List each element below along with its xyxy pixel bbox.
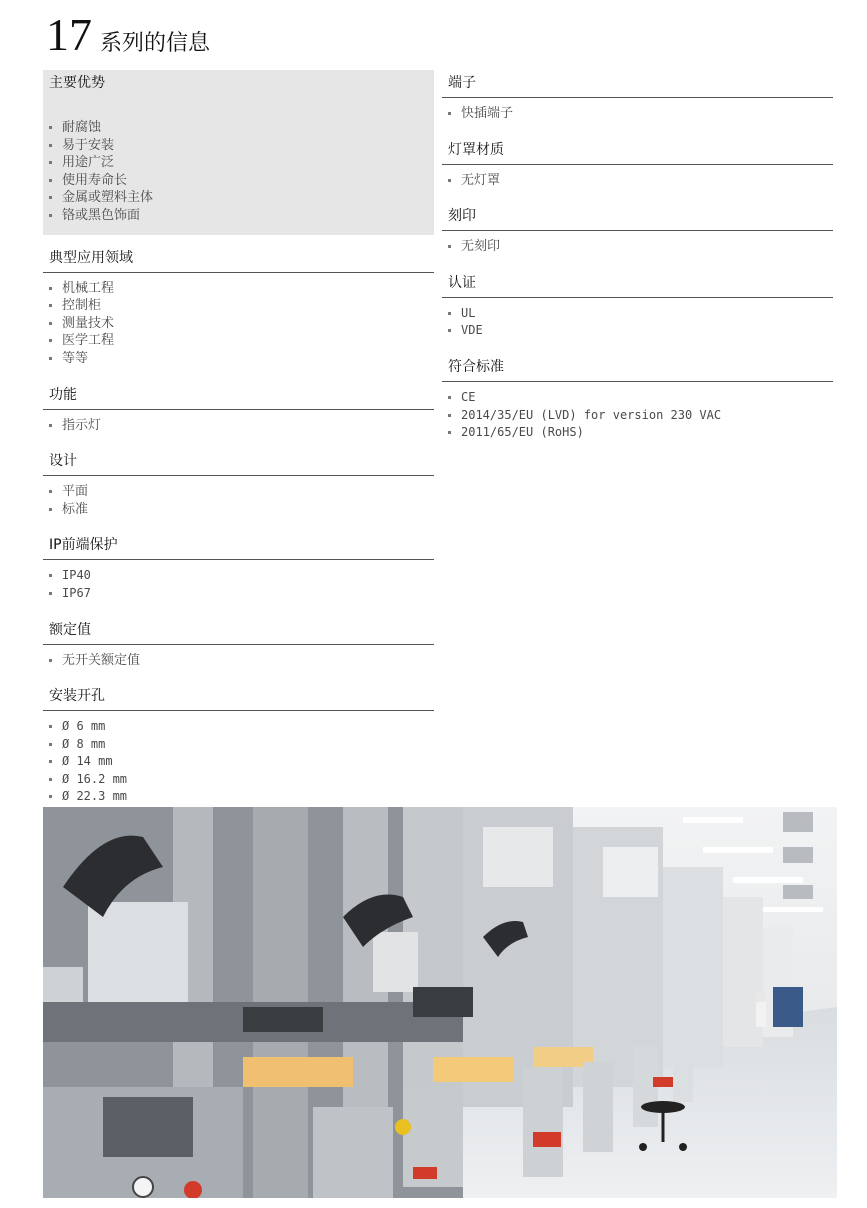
production-line-photo: [43, 807, 837, 1198]
bullet-icon: [448, 396, 451, 399]
right-column-section-3: [442, 270, 833, 340]
bullet-icon: [49, 214, 52, 217]
list-item-text: 控制柜: [62, 298, 102, 314]
bullet-icon: [49, 304, 52, 307]
bullet-icon: [448, 179, 451, 182]
section-title: 符合标准: [442, 354, 833, 382]
bullet-icon: [49, 126, 52, 129]
list-item-text: UL: [461, 305, 476, 320]
list-item: [49, 154, 434, 172]
list-item: [49, 417, 434, 435]
list-item: [448, 322, 833, 340]
section-title: 额定值: [43, 617, 434, 645]
list-item: [49, 207, 434, 225]
bullet-icon: [49, 725, 52, 728]
list-item: [49, 736, 434, 754]
list-item-text: 耐腐蚀: [62, 120, 102, 135]
bullet-icon: [49, 743, 52, 746]
list-item: [448, 407, 833, 425]
list-item: [448, 172, 833, 190]
list-item-text: IP40: [62, 568, 91, 583]
section-title: 灯罩材质: [442, 137, 833, 165]
list-item-text: 医学工程: [62, 333, 115, 349]
spacer: [442, 340, 833, 354]
section-list: [43, 410, 434, 435]
list-item-text: Ø 22.3 mm: [62, 789, 128, 804]
list-item-text: 2011/65/EU (RoHS): [461, 425, 584, 440]
factory-illustration: [43, 807, 837, 1198]
section-title: 端子: [442, 70, 833, 98]
list-item-text: 标准: [62, 501, 89, 517]
list-item: [49, 137, 434, 155]
spacer: [442, 123, 833, 137]
section-list: [442, 231, 833, 256]
series-number: 17: [46, 9, 92, 60]
right-column-section-0: [442, 70, 833, 123]
bullet-icon: [49, 574, 52, 577]
list-item-text: 金属或塑料主体: [62, 190, 154, 206]
list-item: [49, 585, 434, 603]
list-item-text: CE: [461, 389, 476, 404]
right-column-section-2: [442, 203, 833, 256]
section-list: [43, 711, 434, 806]
list-item: [49, 315, 434, 333]
list-item-text: 平面: [62, 484, 89, 500]
list-item-text: 2014/35/EU (LVD) for version 230 VAC: [461, 407, 722, 422]
list-item: [448, 238, 833, 256]
bullet-icon: [49, 179, 52, 182]
left-column: [43, 70, 434, 820]
list-item: [448, 389, 833, 407]
left-column-section-2: [43, 382, 434, 435]
left-column-section-1: [43, 245, 434, 368]
list-item: [49, 718, 434, 736]
list-item-text: 用途广泛: [62, 155, 115, 171]
section-list: [43, 645, 434, 670]
section-title: 设计: [43, 448, 434, 476]
bullet-icon: [49, 196, 52, 199]
bullet-icon: [49, 778, 52, 781]
list-item: [49, 788, 434, 806]
bullet-icon: [448, 112, 451, 115]
list-item-text: 指示灯: [62, 417, 102, 433]
bullet-icon: [49, 424, 52, 427]
section-title: 安装开孔: [43, 683, 434, 711]
bullet-icon: [448, 414, 451, 417]
spacer: [442, 256, 833, 270]
list-item: [49, 501, 434, 519]
section-list: [442, 298, 833, 340]
section-list: [43, 476, 434, 518]
list-item-text: 等等: [62, 350, 89, 366]
list-item: [49, 280, 434, 298]
bullet-icon: [49, 161, 52, 164]
section-title: 功能: [43, 382, 434, 410]
bullet-icon: [49, 659, 52, 662]
bullet-icon: [49, 339, 52, 342]
spacer: [43, 518, 434, 532]
list-item-text: 机械工程: [62, 280, 115, 296]
section-title: 主要优势: [49, 75, 105, 91]
page-title: [46, 9, 211, 60]
section-list: [442, 382, 833, 442]
right-column-section-4: [442, 354, 833, 442]
list-item-text: 易于安装: [62, 137, 115, 153]
left-column-section-3: [43, 448, 434, 518]
list-item: [49, 172, 434, 190]
bullet-icon: [49, 144, 52, 147]
list-item-text: Ø 6 mm: [62, 719, 106, 734]
section-title: IP前端保护: [43, 532, 434, 560]
section-list: [442, 98, 833, 123]
bullet-icon: [49, 287, 52, 290]
list-item: [49, 332, 434, 350]
list-item-text: VDE: [461, 323, 483, 338]
bullet-icon: [448, 329, 451, 332]
section-list: [43, 560, 434, 602]
bullet-icon: [49, 490, 52, 493]
list-item: [49, 350, 434, 368]
list-item: [49, 567, 434, 585]
spacer: [43, 235, 434, 245]
section-title: 刻印: [442, 203, 833, 231]
list-item-text: Ø 8 mm: [62, 736, 106, 751]
list-item: [49, 119, 434, 137]
bullet-icon: [448, 245, 451, 248]
list-item: [448, 424, 833, 442]
list-item-text: 测量技术: [62, 315, 115, 331]
spacer: [43, 434, 434, 448]
list-item-text: IP67: [62, 585, 91, 600]
list-item-text: Ø 16.2 mm: [62, 771, 128, 786]
left-column-section-4: [43, 532, 434, 602]
list-item: [49, 652, 434, 670]
list-item-text: Ø 14 mm: [62, 754, 113, 769]
right-column-section-1: [442, 137, 833, 190]
list-item-text: 无灯罩: [461, 172, 501, 188]
spacer: [442, 442, 833, 456]
spacer: [43, 669, 434, 683]
bullet-icon: [49, 592, 52, 595]
bullet-icon: [49, 322, 52, 325]
list-item: [49, 297, 434, 315]
spacer: [43, 368, 434, 382]
list-item-text: 无刻印: [461, 239, 501, 255]
section-list: [442, 165, 833, 190]
list-item: [49, 189, 434, 207]
section-title: 认证: [442, 270, 833, 298]
section-list: [43, 112, 434, 225]
list-item: [448, 105, 833, 123]
right-column: [442, 70, 833, 456]
section-list: [43, 273, 434, 368]
list-item-text: 无开关额定值: [62, 652, 141, 668]
bullet-icon: [49, 357, 52, 360]
series-suffix: 系列的信息: [100, 31, 211, 56]
list-item-text: 铬或黑色饰面: [62, 207, 141, 223]
list-item: [49, 771, 434, 789]
list-item: [448, 305, 833, 323]
list-item: [49, 753, 434, 771]
left-column-section-5: [43, 617, 434, 670]
bullet-icon: [49, 795, 52, 798]
left-column-section-0: [43, 70, 434, 235]
bullet-icon: [49, 508, 52, 511]
section-title: 典型应用领域: [43, 245, 434, 273]
spacer: [442, 189, 833, 203]
left-column-section-6: [43, 683, 434, 806]
bullet-icon: [448, 431, 451, 434]
bullet-icon: [49, 760, 52, 763]
list-item: [49, 483, 434, 501]
list-item-text: 使用寿命长: [62, 172, 128, 188]
spacer: [43, 603, 434, 617]
bullet-icon: [448, 312, 451, 315]
list-item-text: 快插端子: [461, 106, 514, 121]
